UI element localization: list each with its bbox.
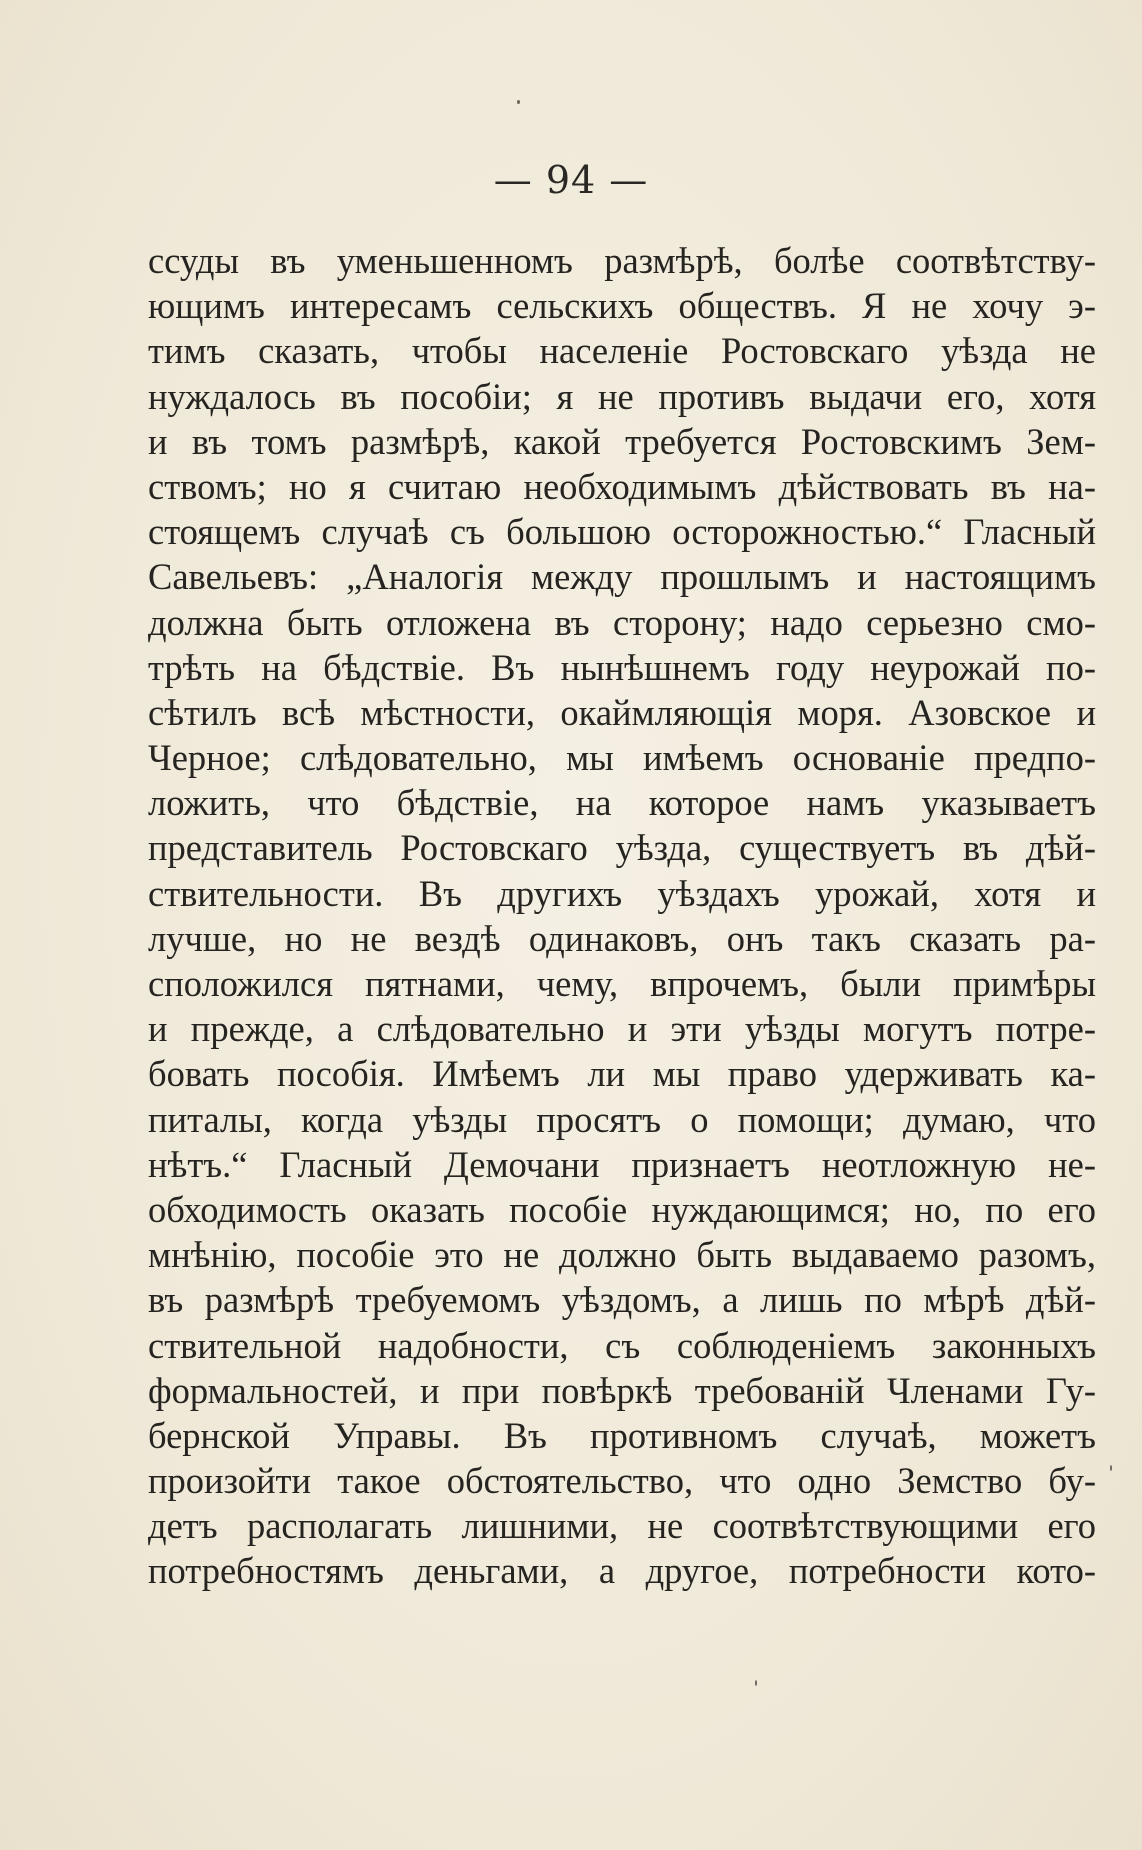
text-line: формальностей, и при повѣркѣ требованій Членами Гу- (148, 1369, 1096, 1411)
text-line: мнѣнію, пособіе это не должно быть выдаваемо разомъ, (148, 1234, 1096, 1276)
text-line: сположился пятнами, чему, впрочемъ, были примѣры (148, 963, 1096, 1004)
text-line: произойти такое обстоятельство, что одно Земство бу- (148, 1460, 1096, 1502)
page-number: — 94 — (493, 158, 649, 202)
ink-speck (1110, 1465, 1112, 1471)
text-line: ссуды въ уменьшенномъ размѣрѣ, болѣе соотвѣтству- (148, 240, 1096, 281)
text-line: ющимъ интересамъ сельскихъ обществъ. Я не хочу э- (148, 285, 1096, 327)
text-line: потребностямъ деньгами, а другое, потребности кото- (148, 1550, 1096, 1592)
text-line: нѣтъ.“ Гласный Демочани признаетъ неотложную не- (148, 1143, 1096, 1185)
text-line: трѣть на бѣдствіе. Въ нынѣшнемъ году неурожай по- (148, 646, 1096, 688)
text-line: стоящемъ случаѣ съ большою осторожностью.“ Гласный (148, 511, 1096, 553)
text-line: бернской Управы. Въ противномъ случаѣ, можетъ (148, 1414, 1096, 1456)
text-line: и прежде, а слѣдовательно и эти уѣзды могутъ потре- (148, 1008, 1096, 1050)
body-text (148, 238, 1096, 1594)
text-line: представитель Ростовскаго уѣзда, существуетъ въ дѣй- (148, 827, 1096, 869)
text-line: ствительности. Въ другихъ уѣздахъ урожай, хотя и (148, 872, 1096, 914)
text-line: тимъ сказать, чтобы населеніе Ростовскаго уѣзда не (148, 330, 1096, 372)
text-line: лучше, но не вездѣ одинаковъ, онъ такъ сказать ра- (148, 917, 1096, 959)
ink-speck (755, 1680, 757, 1686)
text-line: обходимость оказать пособіе нуждающимся; но, по его (148, 1188, 1096, 1230)
text-line: детъ располагать лишними, не соотвѣтствующими его (148, 1505, 1096, 1547)
text-line: ложить, что бѣдствіе, на которое намъ указываетъ (148, 782, 1096, 824)
text-line: сѣтилъ всѣ мѣстности, окаймляющія моря. Азовское и (148, 691, 1096, 733)
ink-speck (517, 100, 520, 104)
text-line: ствительной надобности, съ соблюденіемъ законныхъ (148, 1324, 1096, 1366)
text-line: Черное; слѣдовательно, мы имѣемъ основаніе предпо- (148, 737, 1096, 779)
text-line: Савельевъ: „Аналогія между прошлымъ и настоящимъ (148, 556, 1096, 598)
text-line: и въ томъ размѣрѣ, какой требуется Ростовскимъ Зем- (148, 420, 1096, 462)
text-line: должна быть отложена въ сторону; надо серьезно смо- (148, 601, 1096, 643)
text-line: въ размѣрѣ требуемомъ уѣздомъ, а лишь по мѣрѣ дѣй- (148, 1279, 1096, 1321)
text-line: ствомъ; но я считаю необходимымъ дѣйствовать въ на- (148, 465, 1096, 507)
text-line: нуждалось въ пособіи; я не противъ выдачи его, хотя (148, 375, 1096, 417)
text-line: бовать пособія. Имѣемъ ли мы право удерживать ка- (148, 1053, 1096, 1095)
text-line: питалы, когда уѣзды просятъ о помощи; думаю, что (148, 1098, 1096, 1140)
